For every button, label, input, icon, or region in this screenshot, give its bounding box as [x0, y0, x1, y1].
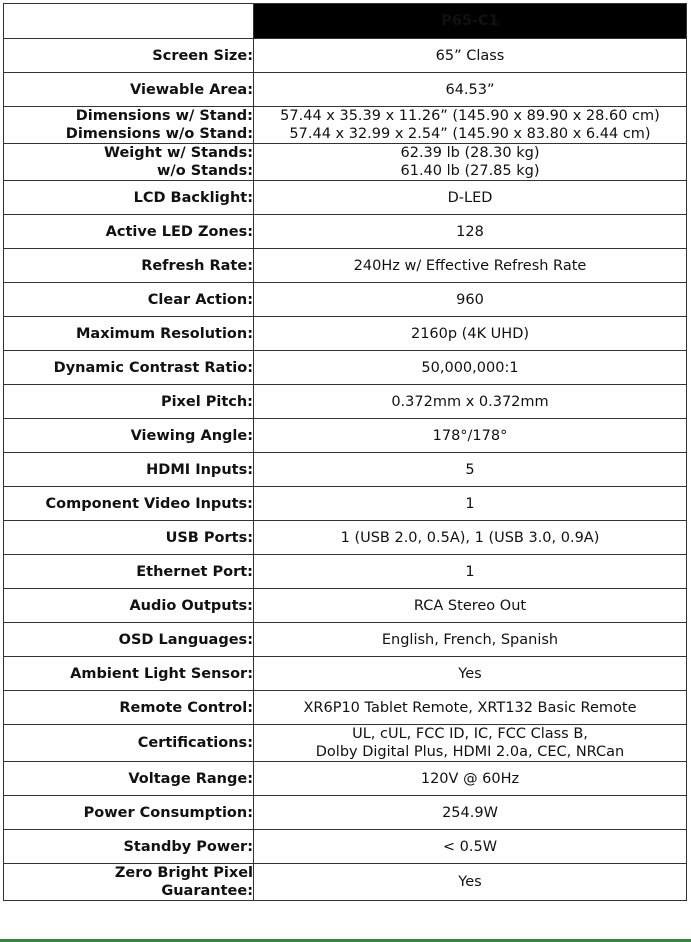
spec-row	[4, 796, 687, 830]
spec-label-line: Ethernet Port:	[136, 563, 253, 580]
spec-value	[254, 351, 687, 385]
spec-row	[4, 181, 687, 215]
spec-row	[4, 351, 687, 385]
spec-label	[4, 107, 254, 144]
spec-value-line: 57.44 x 35.39 x 11.26” (145.90 x 89.90 x 28.60 cm)	[280, 108, 660, 124]
spec-table-body	[4, 39, 687, 901]
spec-row	[4, 487, 687, 521]
spec-label	[4, 864, 254, 901]
spec-table	[3, 3, 687, 901]
spec-label-line: Viewable Area:	[130, 81, 253, 98]
spec-label-line: Guarantee:	[161, 883, 253, 899]
spec-label-line: LCD Backlight:	[133, 189, 253, 206]
spec-label-line: Refresh Rate:	[141, 257, 253, 274]
spec-label-line: HDMI Inputs:	[146, 461, 253, 478]
spec-label-line: Clear Action:	[147, 291, 253, 308]
spec-label	[4, 589, 254, 623]
spec-label	[4, 283, 254, 317]
header-blank-cell	[4, 4, 254, 39]
spec-label-line: Zero Bright Pixel	[114, 865, 253, 881]
spec-value-line: 50,000,000:1	[421, 359, 519, 376]
spec-value	[254, 453, 687, 487]
spec-label	[4, 830, 254, 864]
spec-label	[4, 521, 254, 555]
spec-label-line: Voltage Range:	[128, 770, 253, 787]
spec-value-line: 240Hz w/ Effective Refresh Rate	[353, 257, 587, 274]
spec-value-line: 178°/178°	[432, 427, 508, 444]
spec-value	[254, 864, 687, 901]
spec-label-line: USB Ports:	[165, 529, 253, 546]
spec-value-line: 57.44 x 32.99 x 2.54” (145.90 x 83.80 x 6.44 cm)	[289, 126, 651, 142]
spec-label	[4, 691, 254, 725]
spec-label	[4, 351, 254, 385]
spec-value	[254, 215, 687, 249]
spec-value	[254, 385, 687, 419]
spec-value-line: 0.372mm x 0.372mm	[391, 393, 549, 410]
spec-value-line: Dolby Digital Plus, HDMI 2.0a, CEC, NRCan	[315, 744, 625, 760]
spec-row	[4, 453, 687, 487]
spec-label	[4, 317, 254, 351]
spec-row	[4, 144, 687, 181]
spec-row	[4, 215, 687, 249]
model-name-header: P65-C1	[254, 4, 687, 39]
spec-value-line: 1	[465, 495, 475, 512]
spec-value-line: 5	[465, 461, 475, 478]
spec-label-line: Standby Power:	[123, 838, 253, 855]
spec-value-line: 62.39 lb (28.30 kg)	[400, 145, 540, 161]
spec-value	[254, 623, 687, 657]
spec-row	[4, 107, 687, 144]
spec-label	[4, 555, 254, 589]
spec-value-line: 254.9W	[442, 804, 498, 821]
spec-value	[254, 487, 687, 521]
spec-value	[254, 796, 687, 830]
spec-value	[254, 589, 687, 623]
spec-value-line: 1 (USB 2.0, 0.5A), 1 (USB 3.0, 0.9A)	[340, 529, 600, 546]
spec-row	[4, 864, 687, 901]
spec-value-line: Yes	[458, 874, 482, 890]
spec-label	[4, 215, 254, 249]
spec-value	[254, 762, 687, 796]
spec-label-line: Ambient Light Sensor:	[70, 665, 253, 682]
spec-value	[254, 419, 687, 453]
spec-row	[4, 762, 687, 796]
spec-label	[4, 39, 254, 73]
spec-label-line: Screen Size:	[152, 47, 253, 64]
spec-label-line: Dimensions w/o Stand:	[65, 126, 253, 142]
spec-value-line: 64.53”	[445, 81, 495, 98]
spec-value	[254, 555, 687, 589]
spec-value	[254, 830, 687, 864]
spec-row	[4, 555, 687, 589]
spec-label-line: Maximum Resolution:	[76, 325, 253, 342]
spec-row	[4, 283, 687, 317]
spec-value-line: 2160p (4K UHD)	[410, 325, 530, 342]
spec-value-line: English, French, Spanish	[381, 631, 559, 648]
spec-label-line: Viewing Angle:	[130, 427, 253, 444]
spec-label	[4, 73, 254, 107]
spec-label-line: Pixel Pitch:	[160, 393, 253, 410]
spec-label	[4, 249, 254, 283]
spec-row	[4, 830, 687, 864]
spec-label	[4, 796, 254, 830]
spec-row	[4, 317, 687, 351]
spec-value	[254, 181, 687, 215]
spec-value-line: RCA Stereo Out	[413, 597, 527, 614]
spec-label	[4, 419, 254, 453]
spec-value-line: 960	[456, 291, 484, 308]
spec-value-line: UL, cUL, FCC ID, IC, FCC Class B,	[352, 726, 588, 742]
spec-value-line: < 0.5W	[442, 838, 498, 855]
spec-label-line: w/o Stands:	[157, 163, 253, 179]
spec-label	[4, 453, 254, 487]
spec-value-line: 128	[456, 223, 484, 240]
spec-label	[4, 762, 254, 796]
spec-label	[4, 623, 254, 657]
spec-row	[4, 249, 687, 283]
spec-value-line: 1	[465, 563, 475, 580]
spec-value	[254, 283, 687, 317]
spec-row	[4, 73, 687, 107]
spec-sheet	[3, 3, 686, 901]
spec-label-line: Remote Control:	[119, 699, 253, 716]
spec-value-line: 120V @ 60Hz	[420, 770, 520, 787]
spec-value-line: Yes	[458, 665, 482, 682]
spec-label-line: Power Consumption:	[83, 804, 253, 821]
spec-row	[4, 623, 687, 657]
spec-label	[4, 487, 254, 521]
spec-value	[254, 249, 687, 283]
spec-row	[4, 725, 687, 762]
table-header-row	[4, 4, 687, 39]
spec-row	[4, 39, 687, 73]
spec-label-line: Active LED Zones:	[105, 223, 253, 240]
spec-label	[4, 657, 254, 691]
spec-value	[254, 39, 687, 73]
spec-value	[254, 725, 687, 762]
spec-row	[4, 419, 687, 453]
spec-row	[4, 589, 687, 623]
spec-label-line: Dimensions w/ Stand:	[75, 108, 253, 124]
spec-row	[4, 657, 687, 691]
spec-label	[4, 725, 254, 762]
spec-label-line: Audio Outputs:	[129, 597, 253, 614]
spec-value	[254, 144, 687, 181]
spec-row	[4, 521, 687, 555]
spec-value-line: 61.40 lb (27.85 kg)	[400, 163, 540, 179]
spec-value	[254, 521, 687, 555]
spec-value	[254, 107, 687, 144]
spec-value-line: D-LED	[447, 189, 493, 206]
spec-value	[254, 657, 687, 691]
spec-label-line: OSD Languages:	[118, 631, 253, 648]
spec-label-line: Component Video Inputs:	[45, 495, 253, 512]
spec-label-line: Certifications:	[137, 735, 253, 751]
spec-value-line: 65” Class	[435, 47, 505, 64]
spec-label	[4, 385, 254, 419]
spec-row	[4, 691, 687, 725]
spec-value	[254, 691, 687, 725]
spec-value	[254, 73, 687, 107]
spec-value	[254, 317, 687, 351]
spec-label-line: Weight w/ Stands:	[104, 145, 253, 161]
spec-value-line: XR6P10 Tablet Remote, XRT132 Basic Remote	[303, 699, 637, 716]
spec-label	[4, 181, 254, 215]
spec-label-line: Dynamic Contrast Ratio:	[53, 359, 253, 376]
spec-label	[4, 144, 254, 181]
spec-row	[4, 385, 687, 419]
